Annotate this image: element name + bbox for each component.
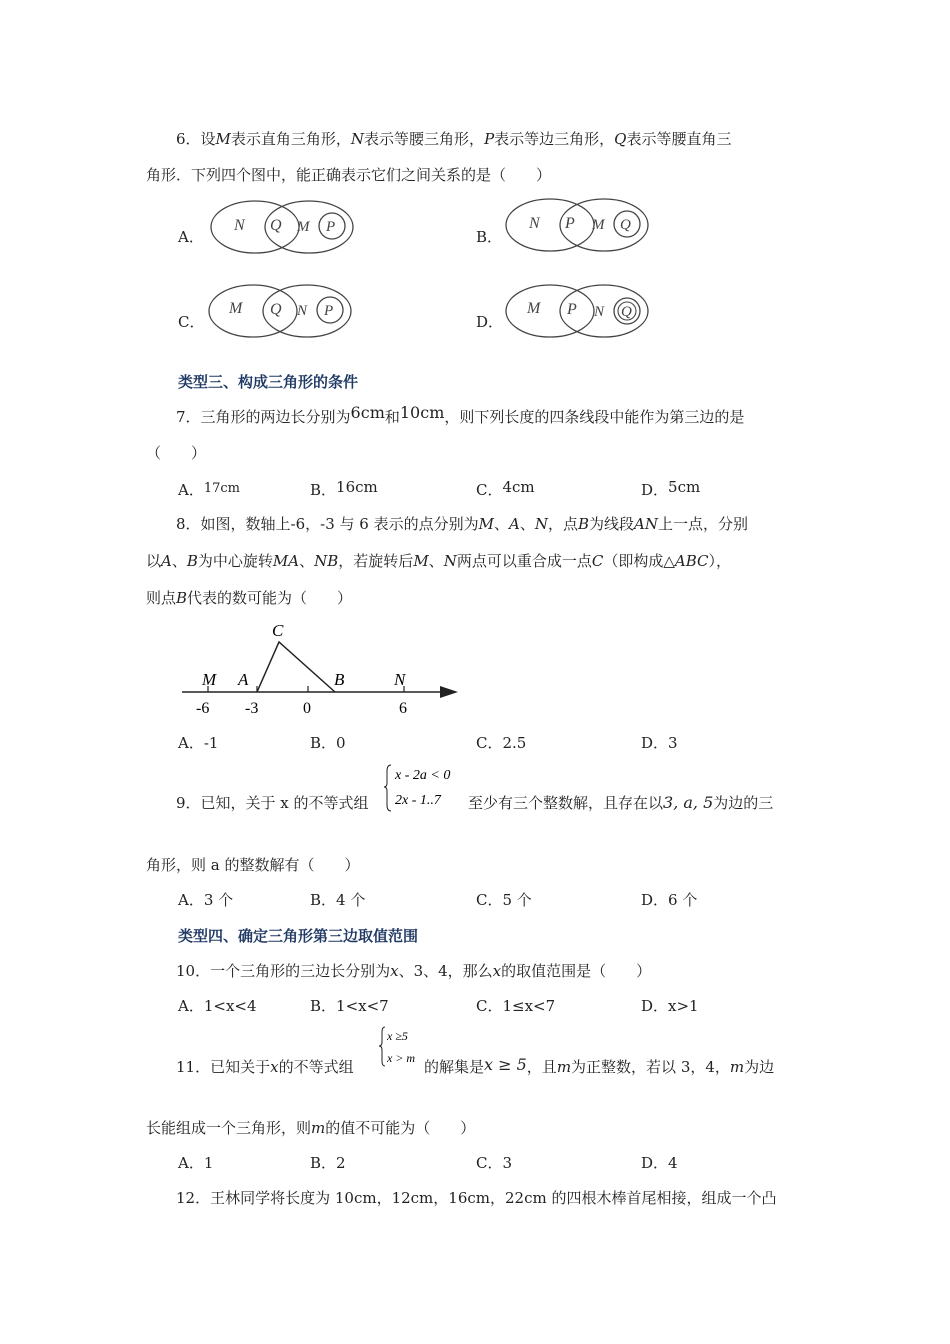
var-M: M xyxy=(413,552,429,570)
option-label: C． xyxy=(476,891,503,909)
var-N: N xyxy=(534,515,548,533)
q11-text: 的值不可能为（ ） xyxy=(325,1119,476,1137)
q8-text: 则点 xyxy=(146,589,177,607)
q8-text: ，点 xyxy=(547,515,578,533)
q8-text: 以 xyxy=(146,552,162,570)
q11-text: ，且 xyxy=(526,1058,557,1076)
q6-text: 表示等腰直角三 xyxy=(626,130,732,148)
var-m: m xyxy=(556,1058,572,1076)
q8-text: 、 xyxy=(493,515,509,533)
q11-option-b xyxy=(310,1152,346,1173)
q6-option-d-label: D． xyxy=(476,313,504,331)
q11-inequality-system xyxy=(378,1024,424,1070)
option-value: 4 个 xyxy=(336,891,366,909)
q9-sides: 3, a, 5 xyxy=(663,793,714,812)
tick-label-minus6: -6 xyxy=(196,700,210,717)
q7-value-6cm: 6cm xyxy=(350,403,385,422)
var-AN: AN xyxy=(634,515,659,533)
point-label-B: B xyxy=(334,670,345,689)
option-value: 2 xyxy=(336,1154,346,1172)
q8-line-3 xyxy=(146,587,352,608)
venn-label-right: N xyxy=(594,304,605,320)
q6-line-2: 角形．下列四个图中，能正确表示它们之间关系的是（ ） xyxy=(146,166,552,184)
var-x: x xyxy=(390,962,399,980)
var-M: M xyxy=(478,515,494,533)
option-label: D． xyxy=(641,734,669,752)
q10-text: 、3、4，那么 xyxy=(398,962,493,980)
var-x: x xyxy=(492,962,502,980)
q11-text: 的解集是 xyxy=(424,1058,485,1076)
tick-label-0: 0 xyxy=(303,700,311,717)
option-label: C． xyxy=(476,481,503,499)
q11-line-1-pre xyxy=(176,1056,354,1077)
q9-text: 至少有三个整数解，且存在以 xyxy=(468,794,664,812)
q8-text: ）， xyxy=(708,552,731,570)
q11-text: 为边 xyxy=(744,1058,775,1076)
q7-option-c xyxy=(476,479,535,500)
option-label: C． xyxy=(476,734,503,752)
q8-line-2 xyxy=(146,550,731,571)
q11-solution: x ≥ 5 xyxy=(484,1055,527,1074)
system-line-2: x > m xyxy=(387,1051,416,1065)
q8-text: 、 xyxy=(428,552,444,570)
option-value: 0 xyxy=(336,734,346,752)
q11-text: 的不等式组 xyxy=(278,1058,354,1076)
q10-text: 的取值范围是（ ） xyxy=(501,962,652,980)
left-brace-icon xyxy=(384,765,391,811)
q9-line-1-pre: 9．已知，关于 x 的不等式组 xyxy=(176,794,369,812)
section-heading-type-4: 类型四、确定三角形第三边取值范围 xyxy=(178,927,419,945)
q11-text: 11．已知关于 xyxy=(176,1058,271,1076)
axis-arrow xyxy=(440,686,458,698)
q6-option-a-label: A． xyxy=(178,228,204,246)
q11-text: 为正整数，若以 3，4， xyxy=(571,1058,730,1076)
option-label: D． xyxy=(641,1154,669,1172)
option-label: B． xyxy=(310,997,337,1015)
venn-label-inner: Q xyxy=(621,304,632,320)
option-label: C． xyxy=(476,1154,503,1172)
option-value: x>1 xyxy=(668,997,699,1015)
q8-text: 、 xyxy=(171,552,187,570)
option-value: 3 xyxy=(502,1154,513,1172)
q7-text: 和 xyxy=(384,408,400,426)
option-label: B． xyxy=(310,734,337,752)
section-heading-type-3: 类型三、构成三角形的条件 xyxy=(178,373,359,391)
q6-line-1 xyxy=(176,128,732,149)
option-value: 5cm xyxy=(668,478,701,496)
venn-label-right: M xyxy=(592,217,605,233)
option-value: 4cm xyxy=(502,478,535,496)
q9-option-b xyxy=(310,889,365,910)
var-NB: NB xyxy=(314,552,339,570)
option-value: 4 xyxy=(668,1154,678,1172)
q8-text: 为中心旋转 xyxy=(197,552,273,570)
q6-option-d-venn-diagram xyxy=(500,280,650,342)
q8-text: ，若旋转后 xyxy=(338,552,414,570)
q8-text: （即构成△ xyxy=(603,552,675,570)
option-value: 16cm xyxy=(336,478,378,496)
option-label: B． xyxy=(310,891,337,909)
q7-text: ，则下列长度的四条线段中能作为第三边的是 xyxy=(444,408,745,426)
q6-option-a-venn-diagram xyxy=(205,196,355,258)
q6-option-c-venn-diagram xyxy=(203,280,353,342)
q8-option-c xyxy=(476,732,526,753)
venn-label-left: M xyxy=(527,300,541,317)
q11-option-c xyxy=(476,1152,512,1173)
q8-option-d xyxy=(641,732,678,753)
q6-text: 6．设 xyxy=(176,130,216,148)
var-ABC: ABC xyxy=(674,552,709,570)
option-label: B． xyxy=(310,481,337,499)
venn-label-mid: Q xyxy=(270,301,282,318)
option-value: 17cm xyxy=(203,481,240,496)
q9-line-2: 角形，则 a 的整数解有（ ） xyxy=(146,856,360,874)
q7-line-1 xyxy=(176,403,745,427)
tick-label-minus3: -3 xyxy=(245,700,259,717)
var-B: B xyxy=(186,552,198,570)
q8-option-a xyxy=(178,732,218,753)
var-m: m xyxy=(311,1119,326,1137)
q8-text: 、 xyxy=(519,515,535,533)
left-brace-icon xyxy=(379,1027,385,1066)
q11-option-a xyxy=(178,1152,213,1173)
q9-option-d xyxy=(641,889,697,910)
q7-option-d xyxy=(641,479,700,500)
var-MA: MA xyxy=(272,552,300,570)
option-label: A． xyxy=(178,997,204,1015)
q10-text: 10．一个三角形的三边长分别为 xyxy=(176,962,391,980)
q6-option-b-venn-diagram xyxy=(500,194,650,256)
venn-label-inner: Q xyxy=(620,217,631,233)
option-value: 5 个 xyxy=(502,891,532,909)
venn-label-mid: Q xyxy=(270,217,282,234)
option-label: D． xyxy=(641,891,669,909)
q7-line-2: （ ） xyxy=(146,444,207,462)
q9-inequality-system xyxy=(383,761,465,813)
q6-text: 表示直角三角形， xyxy=(230,130,351,148)
option-value: 6 个 xyxy=(668,891,698,909)
q9-option-c xyxy=(476,889,532,910)
var-C: C xyxy=(591,552,604,570)
q10-line-1 xyxy=(176,960,651,981)
var-M: M xyxy=(215,130,231,148)
q11-line-2 xyxy=(146,1117,475,1138)
option-value: 1<x<4 xyxy=(203,997,257,1015)
q11-text: 长能组成一个三角形，则 xyxy=(146,1119,312,1137)
venn-label-mid: P xyxy=(565,215,575,232)
venn-label-inner: P xyxy=(326,219,336,235)
option-label: B． xyxy=(310,1154,337,1172)
q7-text: 7．三角形的两边长分别为 xyxy=(176,408,351,426)
venn-label-left: M xyxy=(229,300,243,317)
var-m: m xyxy=(729,1058,745,1076)
point-label-M: M xyxy=(202,670,217,689)
venn-label-mid: P xyxy=(567,301,577,318)
q6-option-c-label: C． xyxy=(178,313,205,331)
q7-option-a xyxy=(178,479,240,500)
venn-label-left: N xyxy=(234,217,245,234)
q8-text: 、 xyxy=(299,552,315,570)
q8-text: 两点可以重合成一点 xyxy=(456,552,592,570)
venn-label-right: N xyxy=(297,303,308,319)
q6-text: 表示等腰三角形， xyxy=(364,130,485,148)
q8-text: 8．如图，数轴上-6，-3 与 6 表示的点分别为 xyxy=(176,515,479,533)
var-N: N xyxy=(350,130,365,148)
var-A: A xyxy=(509,515,520,533)
var-P: P xyxy=(484,130,495,148)
option-label: A． xyxy=(178,891,204,909)
option-label: D． xyxy=(641,481,669,499)
q12-line-1: 12．王林同学将长度为 10cm，12cm，16cm，22cm 的四根木棒首尾相接，组成一个凸 xyxy=(176,1189,777,1207)
option-value: 1<x<7 xyxy=(336,997,389,1015)
tick-label-6: 6 xyxy=(399,700,407,717)
q11-line-1-post xyxy=(424,1056,774,1077)
q8-number-line-figure xyxy=(176,615,466,720)
option-value: 3 个 xyxy=(203,891,234,909)
option-label: A． xyxy=(178,1154,204,1172)
venn-label-inner: P xyxy=(324,303,334,319)
option-value: 1≤x<7 xyxy=(502,997,556,1015)
var-x: x xyxy=(270,1058,279,1076)
point-label-A: A xyxy=(238,670,249,689)
q8-text: 代表的数可能为（ ） xyxy=(187,589,353,607)
option-value: -1 xyxy=(203,734,219,752)
q10-option-c xyxy=(476,995,555,1016)
var-Q: Q xyxy=(614,130,627,148)
var-B: B xyxy=(176,589,188,607)
q9-line-1-post xyxy=(468,792,773,813)
option-value: 1 xyxy=(203,1154,214,1172)
var-A: A xyxy=(161,552,172,570)
q10-option-b xyxy=(310,995,389,1016)
q7-option-b xyxy=(310,479,378,500)
var-N: N xyxy=(443,552,457,570)
q8-text: 为线段 xyxy=(589,515,635,533)
q6-text: 表示等边三角形， xyxy=(494,130,615,148)
triangle-ABC xyxy=(257,642,335,692)
option-value: 2.5 xyxy=(502,734,527,752)
option-label: A． xyxy=(178,481,204,499)
system-line-2: 2x - 1..7 xyxy=(395,793,441,808)
q10-option-d xyxy=(641,995,699,1016)
system-line-1: x ≥5 xyxy=(387,1029,408,1043)
system-line-1: x - 2a < 0 xyxy=(395,768,451,783)
venn-label-left: N xyxy=(529,215,540,232)
q9-option-a xyxy=(178,889,233,910)
q8-line-1 xyxy=(176,513,748,534)
option-label: C． xyxy=(476,997,503,1015)
q7-value-10cm: 10cm xyxy=(399,403,445,422)
option-value: 3 xyxy=(668,734,678,752)
point-label-N: N xyxy=(394,670,406,689)
q6-option-b-label: B． xyxy=(476,228,503,246)
var-B: B xyxy=(578,515,590,533)
q8-text: 上一点，分别 xyxy=(658,515,749,533)
q8-option-b xyxy=(310,732,346,753)
q9-text: 为边的三 xyxy=(713,794,774,812)
venn-label-right: M xyxy=(297,219,310,235)
point-label-C: C xyxy=(272,621,284,640)
q10-option-a xyxy=(178,995,257,1016)
option-label: A． xyxy=(178,734,204,752)
option-label: D． xyxy=(641,997,669,1015)
q11-option-d xyxy=(641,1152,678,1173)
